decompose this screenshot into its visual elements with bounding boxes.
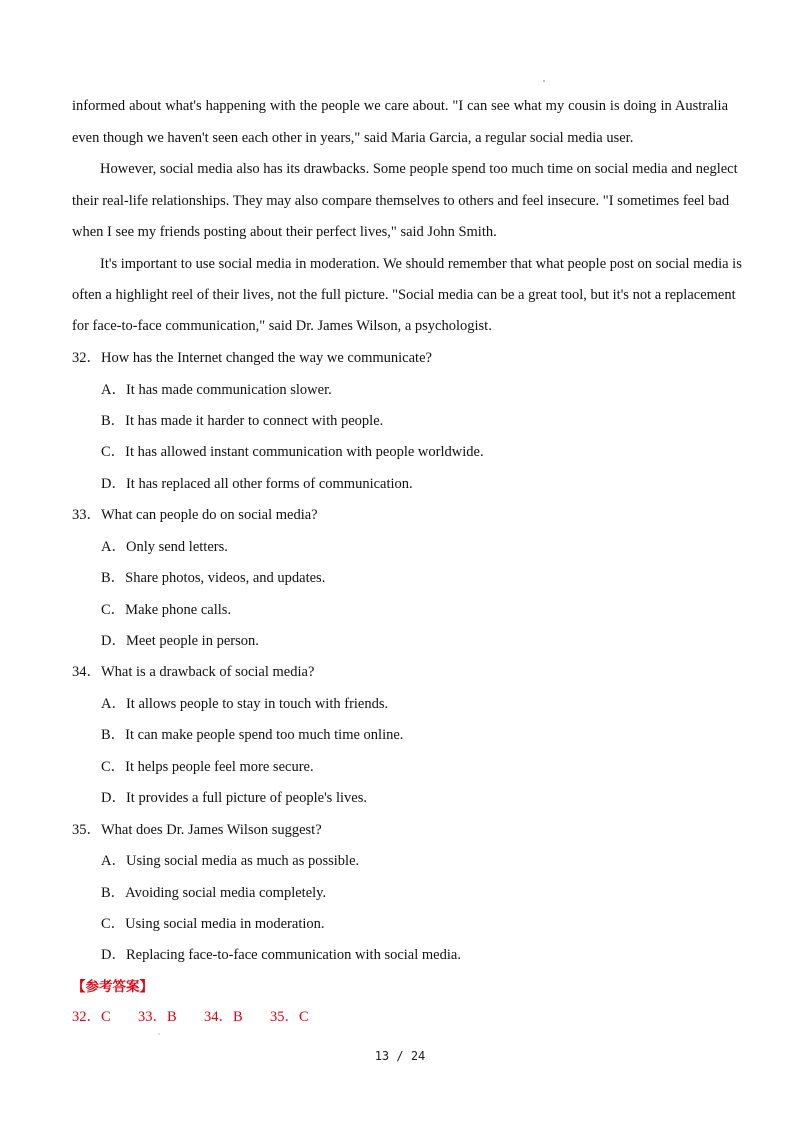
passage-line: their real-life relationships. They may also compare themselves to others and feel insecure. "I sometimes feel bad <box>72 193 730 209</box>
passage-line: It's important to use social media in moderation. We should remember that what people post on social media is <box>100 256 742 272</box>
question-option: D．Meet people in person. <box>101 633 259 649</box>
question-option: A．Only send letters. <box>101 539 228 555</box>
question-stem: 34．What is a drawback of social media? <box>72 664 315 680</box>
question-option: C．It helps people feel more secure. <box>101 759 314 775</box>
question-stem: 33．What can people do on social media? <box>72 507 318 523</box>
page-number: 13 / 24 <box>374 1049 426 1063</box>
answer-item: 33．B <box>138 1009 177 1025</box>
question-option: B．It can make people spend too much time online. <box>101 727 404 743</box>
question-option: C．It has allowed instant communication with people worldwide. <box>101 444 484 460</box>
answer-key-label: 【参考答案】 <box>72 979 153 995</box>
question-option: D．Replacing face-to-face communication with social media. <box>101 947 461 963</box>
answer-item: 34．B <box>204 1009 243 1025</box>
question-option: B．Share photos, videos, and updates. <box>101 570 326 586</box>
question-option: A．It allows people to stay in touch with friends. <box>101 696 389 712</box>
question-option: C．Make phone calls. <box>101 602 232 618</box>
question-option: D．It has replaced all other forms of communication. <box>101 476 413 492</box>
question-option: D．It provides a full picture of people's lives. <box>101 790 367 806</box>
question-option: C．Using social media in moderation. <box>101 916 325 932</box>
question-option: B．Avoiding social media completely. <box>101 885 327 901</box>
question-stem: 35．What does Dr. James Wilson suggest? <box>72 822 322 838</box>
passage-line: However, social media also has its drawbacks. Some people spend too much time on social media and neglect <box>100 161 738 177</box>
question-option: B．It has made it harder to connect with people. <box>101 413 384 429</box>
passage-line: informed about what's happening with the people we care about. "I can see what my cousin is doing in Australia <box>72 98 728 114</box>
answer-item: 32．C <box>72 1009 111 1025</box>
passage-line: when I see my friends posting about their perfect lives," said John Smith. <box>72 224 497 240</box>
scan-speck <box>543 80 545 82</box>
passage-line: for face-to-face communication," said Dr. James Wilson, a psychologist. <box>72 318 492 334</box>
answer-item: 35．C <box>270 1009 309 1025</box>
passage-line: even though we haven't seen each other in years," said Maria Garcia, a regular social media user. <box>72 130 634 146</box>
question-stem: 32．How has the Internet changed the way we communicate? <box>72 350 432 366</box>
question-option: A．Using social media as much as possible. <box>101 853 360 869</box>
scan-speck <box>158 1033 160 1035</box>
passage-line: often a highlight reel of their lives, not the full picture. "Social media can be a great tool, but it's not a replacement <box>72 287 736 303</box>
question-option: A．It has made communication slower. <box>101 382 332 398</box>
answer-key-row <box>72 1007 309 1027</box>
